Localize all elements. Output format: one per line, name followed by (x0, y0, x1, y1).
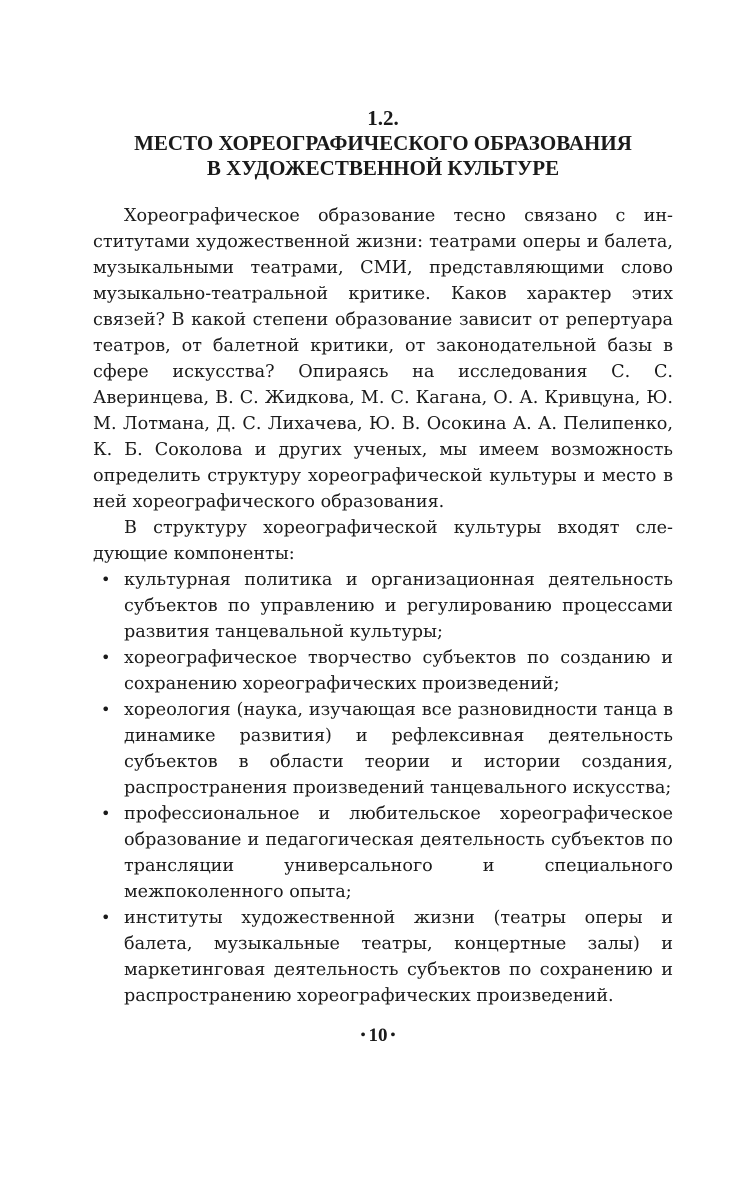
list-item-text: хореографическое творчество субъектов по созданию и сохранению хореографических произведений; (124, 648, 673, 694)
list-item-text: институты художественной жизни (театры оперы и балета, музыкальные театры, концертные залы) и маркетинговая деятельность субъектов по сохранению и распространению хореографических произведений. (124, 908, 673, 1006)
bullet-icon: • (101, 648, 111, 667)
section-number: 1.2. (367, 106, 399, 130)
list-item-text: культурная политика и организационная деятельность субъектов по управлению и регулированию процессами развития танцевальной культуры; (124, 570, 673, 642)
list-item (93, 697, 673, 801)
list-item-text: хореология (наука, изучающая все разновидности танца в динамике развития) и рефлексивная деятельность субъектов в области теории и истории создания, распространения произведений танцевального искусства; (124, 700, 673, 798)
section-title-line-1: МЕСТО ХОРЕОГРАФИЧЕСКОГО ОБРАЗОВАНИЯ (134, 131, 632, 155)
list-item (93, 905, 673, 1009)
bullet-icon: • (101, 570, 111, 589)
list-item-text: профессиональное и любительское хореографическое образование и педагогическая деятельность субъектов по трансляции универсального и специального межпоколенного опыта; (124, 804, 673, 902)
list-item (93, 801, 673, 905)
page-number (0, 1025, 756, 1047)
page-number-ornament-left: • (360, 1028, 366, 1043)
page-body (93, 106, 673, 1009)
bullet-icon: • (101, 700, 111, 719)
page-number-value: 10 (368, 1025, 388, 1046)
paragraph-intro: Хореографическое образование тесно связано с институтами художественной жизни: театрами оперы и балета, музыкальными театрами, СМИ, представляющими слово музыкально-театральной критике. Каков характер этих связей? В какой степени образование зависит от репертуара театров, от балетной критики, от законодательной базы в сфере искусства? Опираясь на исследования С. С. Аверинцева, В. С. Жидкова, М. С. Кагана, О. А. Кривцуна, Ю. М. Лотмана, Д. С. Лихачева, Ю. В. Осокина А. А. Пелипенко, К. Б. Соколова и других ученых, мы имеем возможность определить структуру хореографической культуры и место в ней хореографического образования. (93, 206, 673, 512)
paragraph-components: В структуру хореографической культуры входят следующие компоненты: (93, 518, 673, 564)
list-item (93, 645, 673, 697)
page-number-ornament-right: • (390, 1028, 396, 1043)
bullet-icon: • (101, 908, 111, 927)
body-text (93, 203, 673, 1009)
bullet-icon: • (101, 804, 111, 823)
list-item (93, 567, 673, 645)
section-title-line-2: В ХУДОЖЕСТВЕННОЙ КУЛЬТУРЕ (206, 156, 560, 180)
component-list (93, 567, 673, 1009)
section-heading (93, 106, 673, 181)
